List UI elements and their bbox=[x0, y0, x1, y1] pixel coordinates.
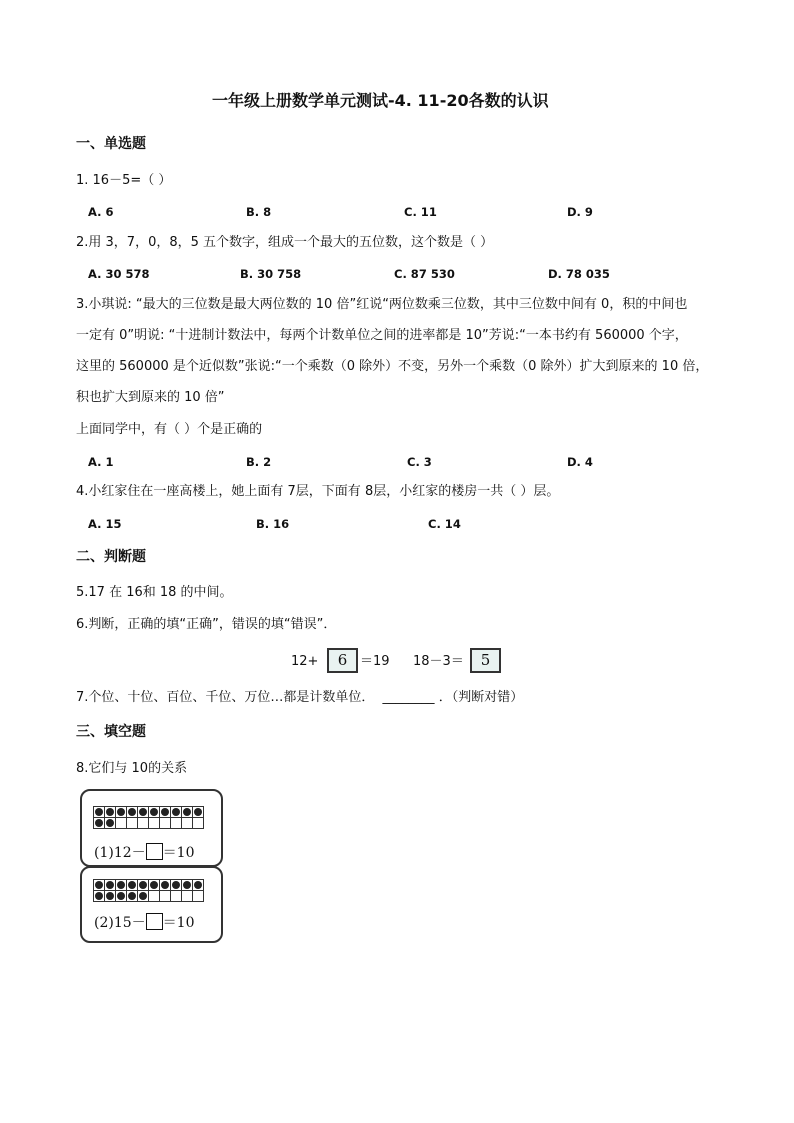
q3-option-b: B. 2 bbox=[246, 455, 272, 469]
counter-dot bbox=[172, 881, 180, 889]
q3-option-a: A. 1 bbox=[88, 455, 114, 469]
ten-frame-cell bbox=[149, 807, 160, 818]
question-8-text: 8.它们与 10的关系 bbox=[76, 761, 188, 776]
q4-option-c: C. 14 bbox=[428, 517, 461, 531]
ten-frame-row bbox=[94, 818, 203, 828]
counter-dot bbox=[150, 808, 158, 816]
q6-answer-box-1: 6 bbox=[327, 648, 358, 673]
q8-equation-b-left: (2)15－ bbox=[94, 915, 146, 931]
q8-equation-b-right: ＝10 bbox=[162, 915, 195, 931]
ten-frame-cell bbox=[182, 891, 193, 901]
q8-ten-frame-b bbox=[93, 879, 204, 902]
counter-dot bbox=[106, 819, 114, 827]
q2-option-b: B. 30 758 bbox=[240, 267, 302, 281]
ten-frame-row bbox=[94, 891, 203, 901]
question-3-line-5: 上面同学中，有（ ）个是正确的 bbox=[76, 422, 263, 437]
ten-frame-cell bbox=[149, 891, 160, 901]
ten-frame-cell bbox=[193, 807, 203, 818]
counter-dot bbox=[150, 881, 158, 889]
counter-dot bbox=[95, 892, 103, 900]
counter-dot bbox=[117, 892, 125, 900]
ten-frame-row bbox=[94, 807, 203, 818]
ten-frame-cell bbox=[127, 891, 138, 901]
counter-dot bbox=[128, 892, 136, 900]
ten-frame-cell bbox=[127, 818, 138, 828]
ten-frame-cell bbox=[171, 880, 182, 891]
q6-equation-2-left: 18－3＝ bbox=[413, 654, 464, 669]
q1-option-b: B. 8 bbox=[246, 205, 272, 219]
counter-dot bbox=[194, 881, 202, 889]
counter-dot bbox=[106, 881, 114, 889]
ten-frame-cell bbox=[116, 891, 127, 901]
question-7-suffix: ．（判断对错） bbox=[438, 690, 524, 705]
counter-dot bbox=[161, 808, 169, 816]
counter-dot bbox=[106, 808, 114, 816]
q8-equation-a-left: (1)12－ bbox=[94, 845, 146, 861]
section-heading-fill: 三、填空题 bbox=[76, 724, 146, 740]
q3-option-d: D. 4 bbox=[567, 455, 593, 469]
q2-option-d: D. 78 035 bbox=[548, 267, 610, 281]
section-heading-single-choice: 一、单选题 bbox=[76, 136, 146, 152]
ten-frame-cell bbox=[127, 880, 138, 891]
ten-frame-cell bbox=[160, 818, 171, 828]
q1-option-c: C. 11 bbox=[404, 205, 437, 219]
q3-option-c: C. 3 bbox=[407, 455, 432, 469]
q8-answer-box-a[interactable] bbox=[146, 843, 163, 860]
q8-equation-b bbox=[94, 912, 194, 932]
q2-option-c: C. 87 530 bbox=[394, 267, 455, 281]
q6-equation-1-right: ＝19 bbox=[360, 654, 390, 669]
q8-answer-box-b[interactable] bbox=[146, 913, 163, 930]
question-3-line-2: 一定有 0”明说: “十进制计数法中，每两个计数单位之间的进率都是 10”芳说:“一本书约有 560000 个字， bbox=[76, 328, 688, 343]
ten-frame-cell bbox=[94, 818, 105, 828]
ten-frame-cell bbox=[193, 891, 203, 901]
ten-frame-cell bbox=[94, 807, 105, 818]
q1-option-d: D. 9 bbox=[567, 205, 593, 219]
q6-equation-1-left: 12+ bbox=[291, 654, 319, 669]
question-7-text bbox=[76, 691, 523, 705]
counter-dot bbox=[128, 808, 136, 816]
ten-frame-cell bbox=[138, 807, 149, 818]
ten-frame-cell bbox=[116, 818, 127, 828]
ten-frame-cell bbox=[171, 807, 182, 818]
counter-dot bbox=[139, 881, 147, 889]
ten-frame-cell bbox=[193, 880, 203, 891]
ten-frame-row bbox=[94, 880, 203, 891]
question-4-text: 4.小红家住在一座高楼上，她上面有 7层，下面有 8层，小红家的楼房一共（ ）层。 bbox=[76, 484, 560, 499]
ten-frame-cell bbox=[105, 880, 116, 891]
ten-frame-cell bbox=[138, 891, 149, 901]
question-3-line-4: 积也扩大到原来的 10 倍” bbox=[76, 390, 225, 405]
document-title: 一年级上册数学单元测试-4. 11-20各数的认识 bbox=[212, 91, 549, 110]
ten-frame-cell bbox=[193, 818, 203, 828]
counter-dot bbox=[128, 881, 136, 889]
question-5-text: 5.17 在 16和 18 的中间。 bbox=[76, 585, 233, 600]
ten-frame-cell bbox=[105, 891, 116, 901]
q8-equation-a bbox=[94, 842, 194, 862]
question-7-answer-blank[interactable]: ________ bbox=[382, 690, 435, 705]
counter-dot bbox=[194, 808, 202, 816]
ten-frame-cell bbox=[116, 880, 127, 891]
question-1-text: 1. 16－5=（ ） bbox=[76, 173, 172, 188]
ten-frame-cell bbox=[171, 891, 182, 901]
counter-dot bbox=[117, 881, 125, 889]
q8-figure-a-card bbox=[80, 789, 223, 867]
q1-option-a: A. 6 bbox=[88, 205, 114, 219]
ten-frame-cell bbox=[105, 818, 116, 828]
ten-frame-cell bbox=[182, 807, 193, 818]
counter-dot bbox=[161, 881, 169, 889]
ten-frame-cell bbox=[116, 807, 127, 818]
q2-option-a: A. 30 578 bbox=[88, 267, 150, 281]
question-3-line-1: 3.小琪说: “最大的三位数是最大两位数的 10 倍”红说“两位数乘三位数，其中三位数中间有 0，积的中间也 bbox=[76, 297, 688, 312]
q4-option-b: B. 16 bbox=[256, 517, 290, 531]
counter-dot bbox=[106, 892, 114, 900]
ten-frame-cell bbox=[149, 818, 160, 828]
ten-frame-cell bbox=[138, 818, 149, 828]
ten-frame-cell bbox=[160, 891, 171, 901]
counter-dot bbox=[139, 892, 147, 900]
ten-frame-cell bbox=[149, 880, 160, 891]
counter-dot bbox=[95, 819, 103, 827]
question-7-statement: 7.个位、十位、百位、千位、万位…都是计数单位． bbox=[76, 690, 375, 705]
counter-dot bbox=[183, 808, 191, 816]
ten-frame-cell bbox=[182, 880, 193, 891]
q6-answer-box-2: 5 bbox=[470, 648, 501, 673]
counter-dot bbox=[183, 881, 191, 889]
ten-frame-cell bbox=[182, 818, 193, 828]
question-2-text: 2.用 3，7，0，8，5 五个数字，组成一个最大的五位数，这个数是（ ） bbox=[76, 235, 494, 250]
question-6-text: 6.判断，正确的填“正确”，错误的填“错误”． bbox=[76, 617, 337, 632]
ten-frame-cell bbox=[127, 807, 138, 818]
q4-option-a: A. 15 bbox=[88, 517, 122, 531]
counter-dot bbox=[139, 808, 147, 816]
q8-equation-a-right: ＝10 bbox=[162, 845, 195, 861]
ten-frame-cell bbox=[105, 807, 116, 818]
counter-dot bbox=[172, 808, 180, 816]
ten-frame-cell bbox=[94, 880, 105, 891]
section-heading-judge: 二、判断题 bbox=[76, 549, 146, 565]
counter-dot bbox=[95, 808, 103, 816]
ten-frame-cell bbox=[94, 891, 105, 901]
ten-frame-cell bbox=[160, 807, 171, 818]
counter-dot bbox=[117, 808, 125, 816]
question-3-line-3: 这里的 560000 是个近似数”张说:“一个乘数（0 除外）不变，另外一个乘数（0 除外）扩大到原来的 10 倍， bbox=[76, 359, 709, 374]
q8-ten-frame-a bbox=[93, 806, 204, 829]
ten-frame-cell bbox=[160, 880, 171, 891]
q8-figure-b-card bbox=[80, 866, 223, 943]
ten-frame-cell bbox=[138, 880, 149, 891]
counter-dot bbox=[95, 881, 103, 889]
ten-frame-cell bbox=[171, 818, 182, 828]
